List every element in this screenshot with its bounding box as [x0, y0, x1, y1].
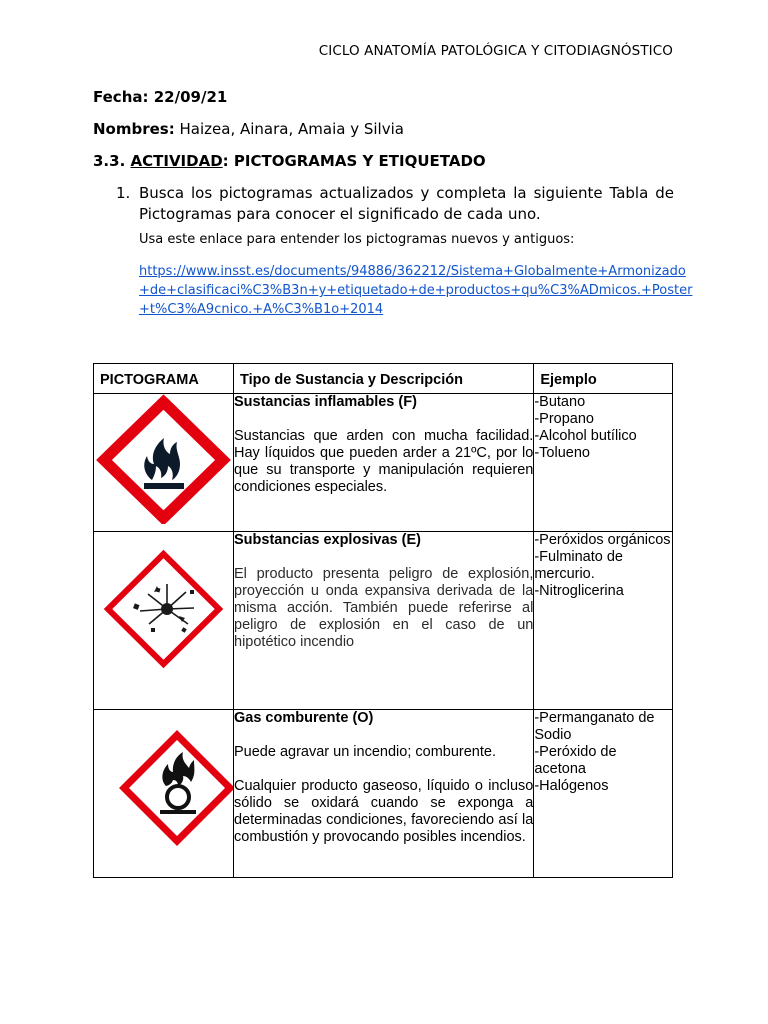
activity-number: 3.3. — [93, 152, 126, 170]
link-intro: Usa este enlace para entender los pictogramas nuevos y antiguos: — [139, 232, 575, 247]
exploding-bomb-pictogram-icon — [94, 532, 233, 672]
date-line — [93, 88, 227, 106]
activity-title: : PICTOGRAMAS Y ETIQUETADO — [222, 152, 486, 170]
description-cell — [234, 532, 534, 710]
link-line-1[interactable]: https://www.insst.es/documents/94886/362212/Sistema+Globalmente+Armonizado — [139, 264, 686, 279]
instruction-number: 1. — [116, 184, 131, 202]
substance-title: Substancias explosivas (E) — [234, 532, 421, 548]
description-text: Cualquier producto gaseoso, líquido o incluso sólido se oxidará cuando se exponga a determinadas condiciones, favoreciendo así la combustión y provocando posibles incendios. — [234, 778, 534, 845]
date-label: Fecha: — [93, 88, 149, 106]
example-item: -Tolueno — [534, 445, 590, 461]
table-header-row — [94, 364, 673, 394]
examples-cell — [534, 532, 673, 710]
names-value: Haizea, Ainara, Amaia y Silvia — [179, 120, 404, 138]
instruction-item — [116, 183, 674, 225]
example-item: -Butano — [534, 394, 586, 410]
examples-cell — [534, 394, 673, 532]
example-item: -Fulminato de mercurio. — [534, 549, 623, 582]
header-ejemplo: Ejemplo — [534, 364, 673, 394]
description-text: Puede agravar un incendio; comburente. — [234, 744, 496, 760]
flame-over-circle-pictogram-icon — [94, 710, 233, 850]
example-item: -Halógenos — [534, 778, 609, 794]
example-item: -Nitroglicerina — [534, 583, 624, 599]
names-line — [93, 120, 404, 138]
pictogram-cell — [94, 532, 234, 710]
substance-title: Sustancias inflamables (F) — [234, 394, 417, 410]
example-item: -Propano — [534, 411, 594, 427]
description-text: Hay líquidos que pueden arder a 21ºC, por lo que su transporte y manipulación requieren condiciones especiales. — [234, 445, 534, 495]
insst-link[interactable] — [139, 262, 693, 319]
description-cell — [234, 394, 534, 532]
header-tipo: Tipo de Sustancia y Descripción — [234, 364, 534, 394]
table-row — [94, 532, 673, 710]
pictogram-cell — [94, 710, 234, 878]
flame-pictogram-icon — [94, 394, 233, 524]
pictogram-cell — [94, 394, 234, 532]
description-cell — [234, 710, 534, 878]
example-item: -Peróxido de acetona — [534, 744, 617, 777]
description-text: Sustancias que arden con mucha facilidad. — [234, 428, 534, 444]
table-row — [94, 394, 673, 532]
pictogram-table — [93, 363, 673, 878]
date-value: 22/09/21 — [153, 88, 228, 106]
link-line-2[interactable]: +de+clasificaci%C3%B3n+y+etiquetado+de+productos+qu%C3%ADmicos.+Poster — [139, 283, 693, 298]
table-row — [94, 710, 673, 878]
description-text: El producto presenta peligro de explosión, proyección u onda expansiva derivada de la misma acción. También puede referirse al peligro de explosión en el caso de un hipotético incendio — [234, 566, 534, 650]
page-header: CICLO ANATOMÍA PATOLÓGICA Y CITODIAGNÓSTICO — [318, 43, 673, 59]
names-label: Nombres: — [93, 120, 175, 138]
examples-cell — [534, 710, 673, 878]
example-item: -Peróxidos orgánicos — [534, 532, 671, 548]
header-pictograma: PICTOGRAMA — [94, 364, 234, 394]
substance-title: Gas comburente (O) — [234, 710, 374, 726]
example-item: -Permanganato de Sodio — [534, 710, 655, 743]
link-line-3[interactable]: +t%C3%A9cnico.+A%C3%B1o+2014 — [139, 302, 384, 317]
activity-word: ACTIVIDAD — [130, 152, 223, 170]
instruction-text: Busca los pictogramas actualizados y completa la siguiente Tabla de Pictogramas para conocer el significado de cada uno. — [139, 184, 674, 223]
activity-heading — [93, 152, 486, 170]
example-item: -Alcohol butílico — [534, 428, 637, 444]
